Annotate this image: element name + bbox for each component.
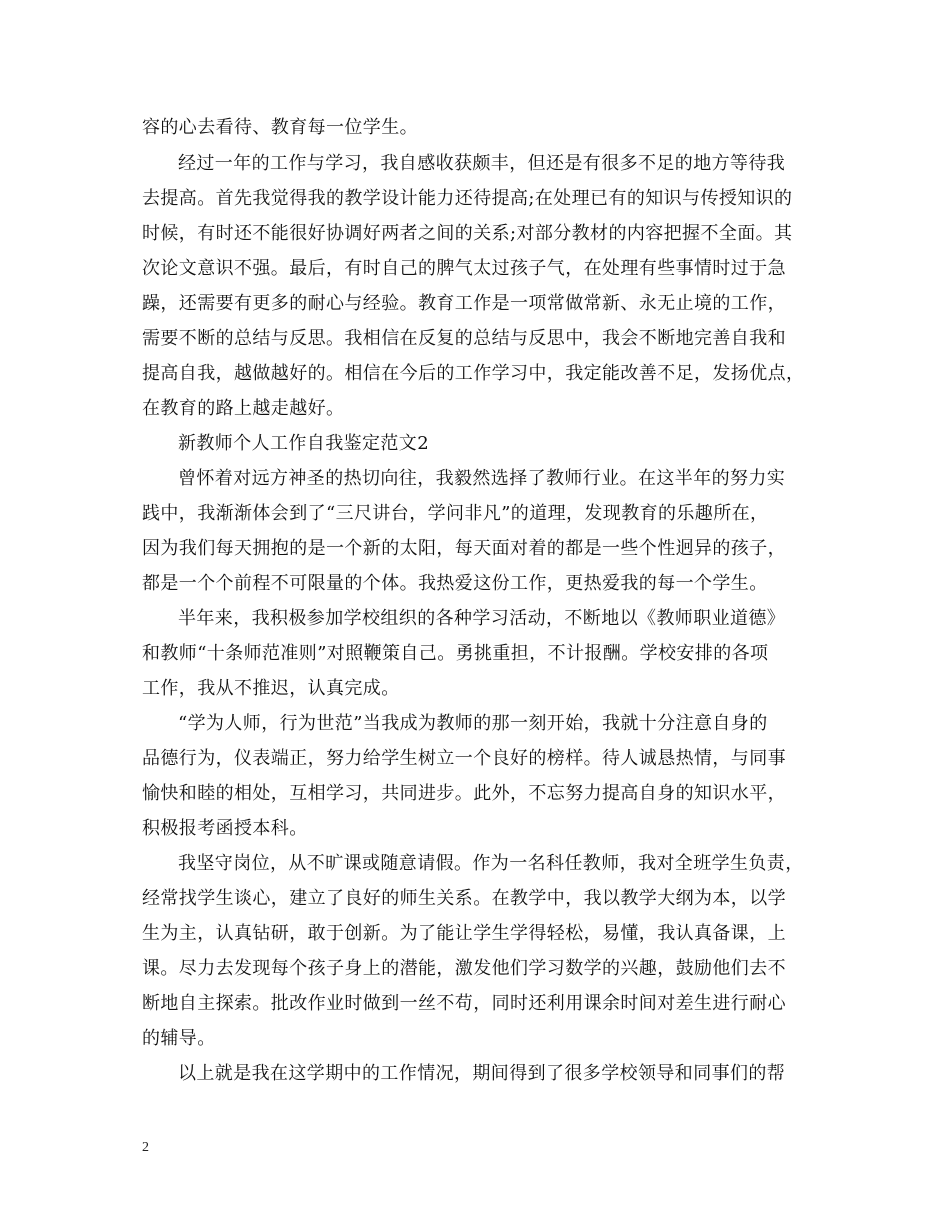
text-line: 课。尽力去发现每个孩子身上的潜能，激发他们学习数学的兴趣，鼓励他们去不 xyxy=(142,958,786,979)
text-line: 容的心去看待、教育每一位学生。 xyxy=(142,117,418,138)
text-line: 工作，我从不推迟，认真完成。 xyxy=(142,678,400,699)
text-line: 生为主，认真钻研，敢于创新。为了能让学生学得轻松，易懂，我认真备课，上 xyxy=(142,923,786,944)
text-line: 积极报考函授本科。 xyxy=(142,818,308,839)
text-line: 经过一年的工作与学习，我自感收获颇丰，但还是有很多不足的地方等待我 xyxy=(178,153,786,174)
text-line: 以上就是我在这学期中的工作情况，期间得到了很多学校领导和同事们的帮 xyxy=(178,1063,786,1084)
text-line: 的辅导。 xyxy=(142,1028,216,1049)
text-line: 次论文意识不强。最后，有时自己的脾气太过孩子气，在处理有些事情时过于急 xyxy=(142,258,786,279)
text-line: 我坚守岗位，从不旷课或随意请假。作为一名科任教师，我对全班学生负责， xyxy=(178,853,804,874)
text-line: 需要不断的总结与反思。我相信在反复的总结与反思中，我会不断地完善自我和 xyxy=(142,328,786,349)
page-number: 2 xyxy=(142,1140,149,1155)
section-heading: 新教师个人工作自我鉴定范文2 xyxy=(178,433,430,454)
text-line: 提高自我，越做越好的。相信在今后的工作学习中，我定能改善不足，发扬优点， xyxy=(142,363,805,384)
text-line: 半年来，我积极参加学校组织的各种学习活动，不断地以《教师职业道德》 xyxy=(178,608,786,629)
text-line: 和教师“十条师范准则”对照鞭策自己。勇挑重担，不计报酬。学校安排的各项 xyxy=(142,643,769,664)
text-line: 践中，我渐渐体会到了“三尺讲台，学问非凡”的道理，发现教育的乐趣所在， xyxy=(142,503,769,524)
text-line: 曾怀着对远方神圣的热切向往，我毅然选择了教师行业。在这半年的努力实 xyxy=(178,468,786,489)
text-line: 因为我们每天拥抱的是一个新的太阳，每天面对着的都是一些个性迥异的孩子， xyxy=(142,538,786,559)
text-line: 愉快和睦的相处，互相学习，共同进步。此外，不忘努力提高自身的知识水平， xyxy=(142,783,786,804)
text-line: 经常找学生谈心，建立了良好的师生关系。在教学中，我以教学大纲为本，以学 xyxy=(142,888,786,909)
text-line: 断地自主探索。批改作业时做到一丝不苟，同时还利用课余时间对差生进行耐心 xyxy=(142,993,786,1014)
text-line: 都是一个个前程不可限量的个体。我热爱这份工作，更热爱我的每一个学生。 xyxy=(142,573,768,594)
text-line: 品德行为，仪表端正，努力给学生树立一个良好的榜样。待人诚恳热情，与同事 xyxy=(142,748,786,769)
text-line: 在教育的路上越走越好。 xyxy=(142,398,345,419)
text-line: “学为人师，行为世范”当我成为教师的那一刻开始，我就十分注意自身的 xyxy=(178,713,768,734)
text-line: 躁，还需要有更多的耐心与经验。教育工作是一项常做常新、永无止境的工作， xyxy=(142,293,786,314)
text-line: 去提高。首先我觉得我的教学设计能力还待提高;在处理已有的知识与传授知识的 xyxy=(142,188,793,209)
text-line: 时候，有时还不能很好协调好两者之间的关系;对部分教材的内容把握不全面。其 xyxy=(142,223,793,244)
